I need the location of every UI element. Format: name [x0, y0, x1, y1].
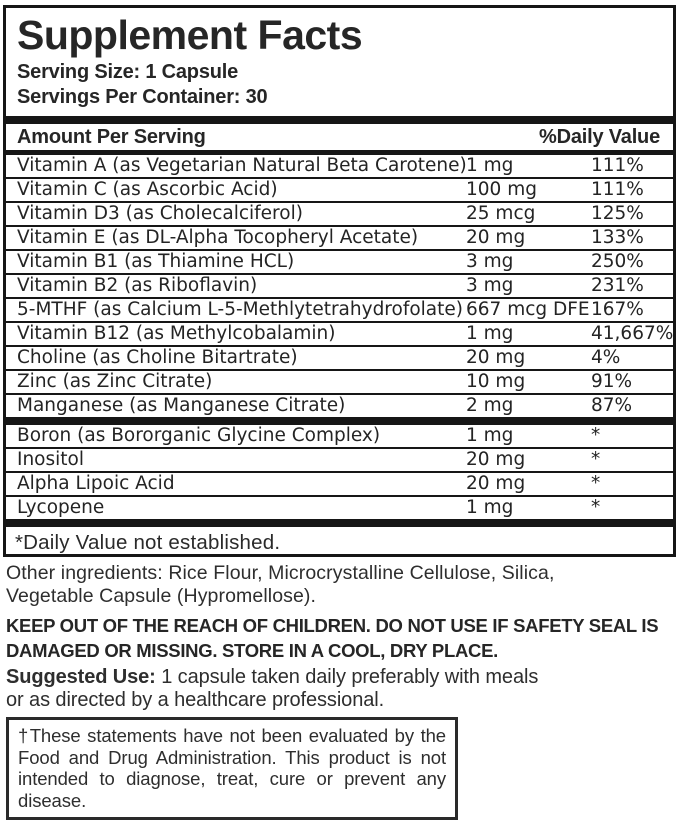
facts-header [6, 8, 673, 110]
other-ingredients: Other ingredients: Rice Flour, Microcrystalline Cellulose, Silica, Vegetable Capsule (Hypromellose). [6, 562, 555, 607]
table-row [6, 447, 673, 471]
ingredient-name: Choline (as Choline Bitartrate) [17, 347, 298, 368]
ingredient-name: Alpha Lipoic Acid [17, 473, 175, 494]
table-row [6, 249, 673, 273]
ingredient-amount: 1 mg [466, 155, 514, 176]
nutrient-rows-secondary [6, 425, 673, 519]
fda-disclaimer-text: †These statements have not been evaluated by the Food and Drug Administration. This product is not intended to diagnose, treat, cure or prevent any disease. [18, 725, 446, 811]
ingredient-name: Vitamin B2 (as Riboflavin) [17, 275, 258, 296]
ingredient-name: Vitamin B1 (as Thiamine HCL) [17, 251, 295, 272]
ingredient-amount: 1 mg [466, 497, 514, 518]
ingredient-daily-value: * [591, 497, 601, 518]
ingredient-daily-value: * [591, 425, 601, 446]
ingredient-amount: 20 mg [466, 449, 526, 470]
ingredient-amount: 25 mcg [466, 203, 536, 224]
divider-thick [6, 519, 673, 527]
ingredient-daily-value: 111% [591, 155, 644, 176]
ingredient-daily-value: 87% [591, 395, 633, 416]
ingredient-name: Vitamin C (as Ascorbic Acid) [17, 179, 278, 200]
ingredient-amount: 20 mg [466, 227, 526, 248]
daily-value-footnote: *Daily Value not established. [15, 531, 281, 554]
amount-column-header: Amount Per Serving [17, 125, 206, 148]
ingredient-amount: 20 mg [466, 473, 526, 494]
ingredient-daily-value: 111% [591, 179, 644, 200]
ingredient-daily-value: 133% [591, 227, 644, 248]
table-row [6, 345, 673, 369]
ingredient-name: Zinc (as Zinc Citrate) [17, 371, 213, 392]
ingredient-daily-value: * [591, 449, 601, 470]
ingredient-amount: 2 mg [466, 395, 514, 416]
ingredient-amount: 1 mg [466, 425, 514, 446]
ingredient-daily-value: 250% [591, 251, 644, 272]
ingredient-amount: 1 mg [466, 323, 514, 344]
ingredient-daily-value: 125% [591, 203, 644, 224]
divider-thick [6, 116, 673, 124]
suggested-use-label: Suggested Use: [6, 666, 156, 688]
ingredient-name: Lycopene [17, 497, 105, 518]
table-row [6, 177, 673, 201]
ingredient-name: Vitamin A (as Vegetarian Natural Beta Carotene) [17, 155, 467, 176]
ingredient-daily-value: 91% [591, 371, 633, 392]
safety-warning: KEEP OUT OF THE REACH OF CHILDREN. DO NOT USE IF SAFETY SEAL IS DAMAGED OR MISSING. STORE IN A COOL, DRY PLACE. [6, 615, 659, 661]
ingredient-amount: 100 mg [466, 179, 537, 200]
ingredient-daily-value: * [591, 473, 601, 494]
suggested-use-text: 1 capsule taken daily preferably with meals or as directed by a healthcare professional. [6, 666, 539, 711]
table-row [6, 225, 673, 249]
fda-disclaimer-box [6, 717, 458, 820]
ingredient-amount: 20 mg [466, 347, 526, 368]
ingredient-daily-value: 4% [591, 347, 621, 368]
table-row [6, 273, 673, 297]
ingredient-name: Vitamin D3 (as Cholecalciferol) [17, 203, 303, 224]
ingredient-name: 5-MTHF (as Calcium L-5-Methlytetrahydrofolate) [17, 299, 463, 320]
divider-thick [6, 417, 673, 425]
table-row [6, 369, 673, 393]
ingredient-name: Inositol [17, 449, 84, 470]
ingredient-daily-value: 167% [591, 299, 644, 320]
table-row [6, 425, 673, 447]
table-row [6, 393, 673, 417]
ingredient-amount: 667 mcg DFE [466, 299, 590, 320]
panel-title: Supplement Facts [17, 12, 363, 58]
serving-size: Serving Size: 1 Capsule [17, 61, 239, 83]
ingredient-amount: 3 mg [466, 251, 514, 272]
ingredient-name: Boron (as Bororganic Glycine Complex) [17, 425, 381, 446]
label-footer-text [6, 562, 676, 820]
table-row [6, 321, 673, 345]
ingredient-name: Vitamin E (as DL-Alpha Tocopheryl Acetate) [17, 227, 419, 248]
ingredient-name: Manganese (as Manganese Citrate) [17, 395, 346, 416]
table-row [6, 495, 673, 519]
ingredient-daily-value: 41,667% [591, 323, 674, 344]
suggested-use [6, 666, 541, 712]
table-row [6, 297, 673, 321]
table-row [6, 471, 673, 495]
ingredient-amount: 3 mg [466, 275, 514, 296]
table-row [6, 155, 673, 177]
nutrient-rows-primary [6, 155, 673, 417]
supplement-facts-panel [3, 5, 676, 557]
ingredient-daily-value: 231% [591, 275, 644, 296]
column-header-row [6, 124, 673, 150]
servings-per-container: Servings Per Container: 30 [17, 86, 268, 108]
ingredient-name: Vitamin B12 (as Methylcobalamin) [17, 323, 336, 344]
ingredient-amount: 10 mg [466, 371, 526, 392]
table-row [6, 201, 673, 225]
daily-value-column-header: %Daily Value [539, 125, 660, 148]
